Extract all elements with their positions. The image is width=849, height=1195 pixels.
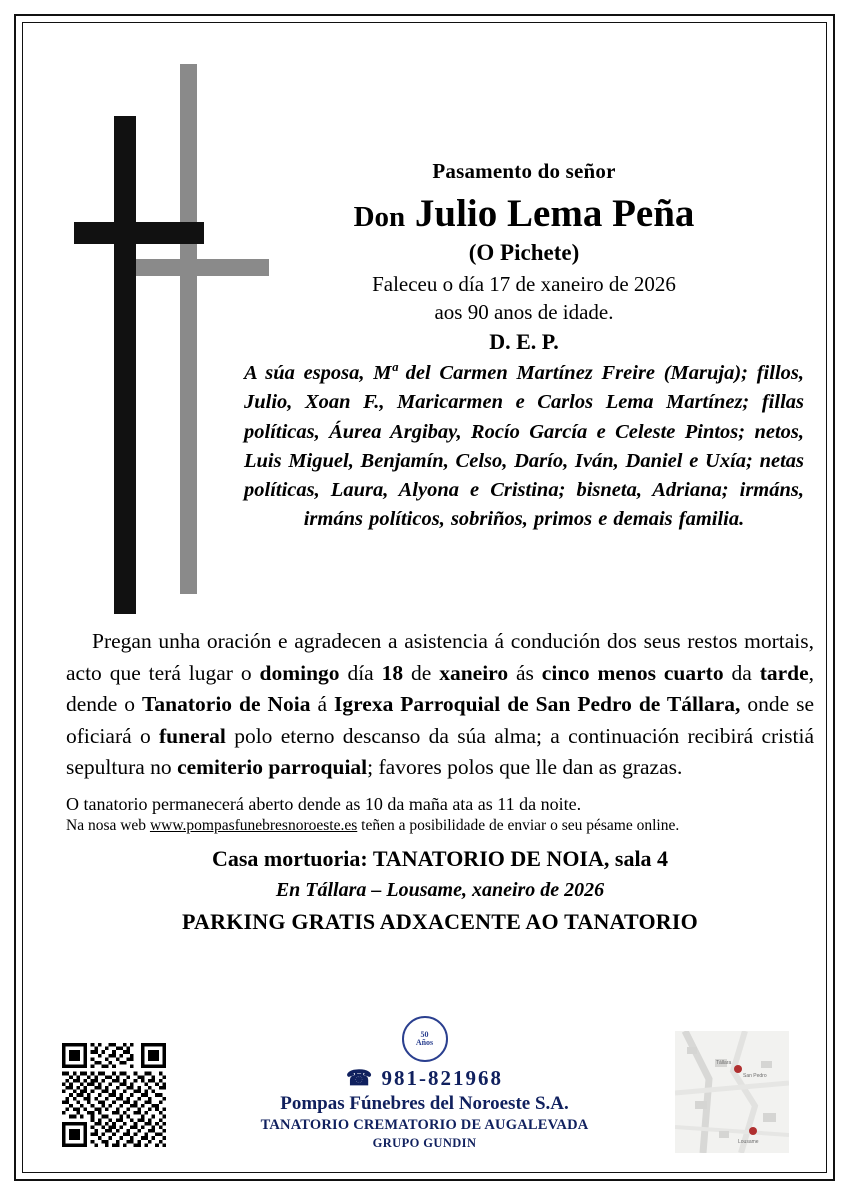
para-bold-9: cemiterio parroquial — [177, 755, 368, 780]
para-bold-1: domingo — [259, 660, 340, 685]
para-text-5: da — [723, 660, 760, 685]
map-label-2: San Pedro — [743, 1073, 767, 1079]
service-paragraph — [66, 626, 814, 784]
qr-code[interactable] — [62, 1043, 166, 1147]
para-text-8: onde se oficiará o — [66, 692, 815, 748]
family-list: A súa esposa, Mª del Carmen Martínez Freire (Maruja); fillos, Julio, Xoan F., Maricarmen e Carlos Lema Martínez; fillas políticas, Áurea Argibay, Rocío García e Celeste Pintos; netos, Luis Miguel, Benjamín, Celso, Darío, Iván, Daniel e Uxía; netas políticas, Laura, Alyona e Cristina; bisneta, Adriana; irmáns, irmáns políticos, sobriños, primos e demais familia. — [244, 362, 804, 530]
para-text-9: polo eterno descanso da súa alma; a continuación recibirá cristiá sepultura no — [66, 723, 814, 780]
mortuary-line: Casa mortuoria: TANATORIO DE NOIA, sala 4 — [211, 845, 669, 871]
para-bold-8: funeral — [159, 723, 226, 748]
place-date-line: En Tállara – Lousame, xaneiro de 2026 — [275, 878, 605, 901]
para-bold-5: tarde — [759, 660, 809, 685]
location-map[interactable] — [675, 1031, 789, 1153]
website-note-pre: Na nosa web — [66, 816, 150, 834]
cross-icon — [52, 54, 237, 614]
notice-content — [34, 34, 815, 1161]
para-bold-4: cinco menos cuarto — [541, 660, 724, 685]
para-bold-3: xaneiro — [439, 660, 509, 685]
website-note-post: teñen a posibilidade de enviar o seu pésame online. — [357, 816, 680, 834]
para-text-6: , dende o — [66, 660, 815, 717]
para-text-10: ; favores polos que lle dan as grazas. — [367, 755, 683, 780]
funeral-home-info — [245, 1016, 605, 1151]
website-note — [66, 817, 814, 835]
para-bold-6: Tanatorio de Noia — [142, 692, 311, 717]
logo-years-number: 50 — [420, 1029, 429, 1039]
map-label-1: Tállara — [716, 1060, 732, 1066]
cross-vertical-grey — [180, 64, 197, 594]
cross-horizontal-black — [74, 222, 204, 244]
deceased-alias: (O Pichete) — [468, 239, 580, 265]
map-label-3: Lousame — [738, 1139, 759, 1145]
deceased-name — [244, 192, 804, 236]
dep-line: D. E. P. — [489, 329, 559, 355]
opening-hours: O tanatorio permanecerá aberto dende as 10 da maña ata as 11 da noite. — [66, 793, 582, 814]
para-text-7: á — [310, 692, 334, 717]
phone-icon: ☎ — [346, 1066, 375, 1090]
company-subtitle: TANATORIO CREMATORIO DE AUGALEVADA — [260, 1117, 589, 1133]
company-group: GRUPO GUNDIN — [372, 1136, 477, 1150]
footer — [34, 1011, 815, 1161]
death-date-line: Faleceu o día 17 de xaneiro de 2026 — [372, 271, 676, 296]
para-text-2: día — [339, 660, 382, 685]
notice-heading: Pasamento do señor — [432, 159, 616, 183]
para-bold-2: 18 — [381, 660, 404, 685]
para-bold-7: Igrexa Parroquial de San Pedro de Tállara, — [334, 692, 741, 717]
phone-number — [245, 1066, 605, 1091]
service-details-block — [66, 626, 814, 935]
name-text: Julio Lema Peña — [414, 192, 695, 235]
honorific: Don — [353, 201, 406, 233]
phone-text: 981-821968 — [381, 1066, 503, 1090]
age-line: aos 90 anos de idade. — [434, 300, 614, 325]
parking-line: PARKING GRATIS ADXACENTE AO TANATORIO — [182, 908, 698, 934]
cross-vertical-black — [114, 116, 136, 614]
para-text-4: ás — [508, 660, 542, 685]
company-name: Pompas Fúnebres del Noroeste S.A. — [280, 1093, 569, 1114]
deceased-block — [244, 159, 804, 534]
anniversary-logo-icon — [402, 1016, 448, 1062]
logo-years-label: Años — [415, 1038, 434, 1047]
website-link[interactable]: www.pompasfunebresnoroeste.es — [149, 816, 358, 834]
para-text-3: de — [403, 660, 440, 685]
para-text-1: Pregan unha oración e agradecen a asistencia á condución dos seus restos mortais, acto que terá lugar o — [66, 629, 814, 685]
